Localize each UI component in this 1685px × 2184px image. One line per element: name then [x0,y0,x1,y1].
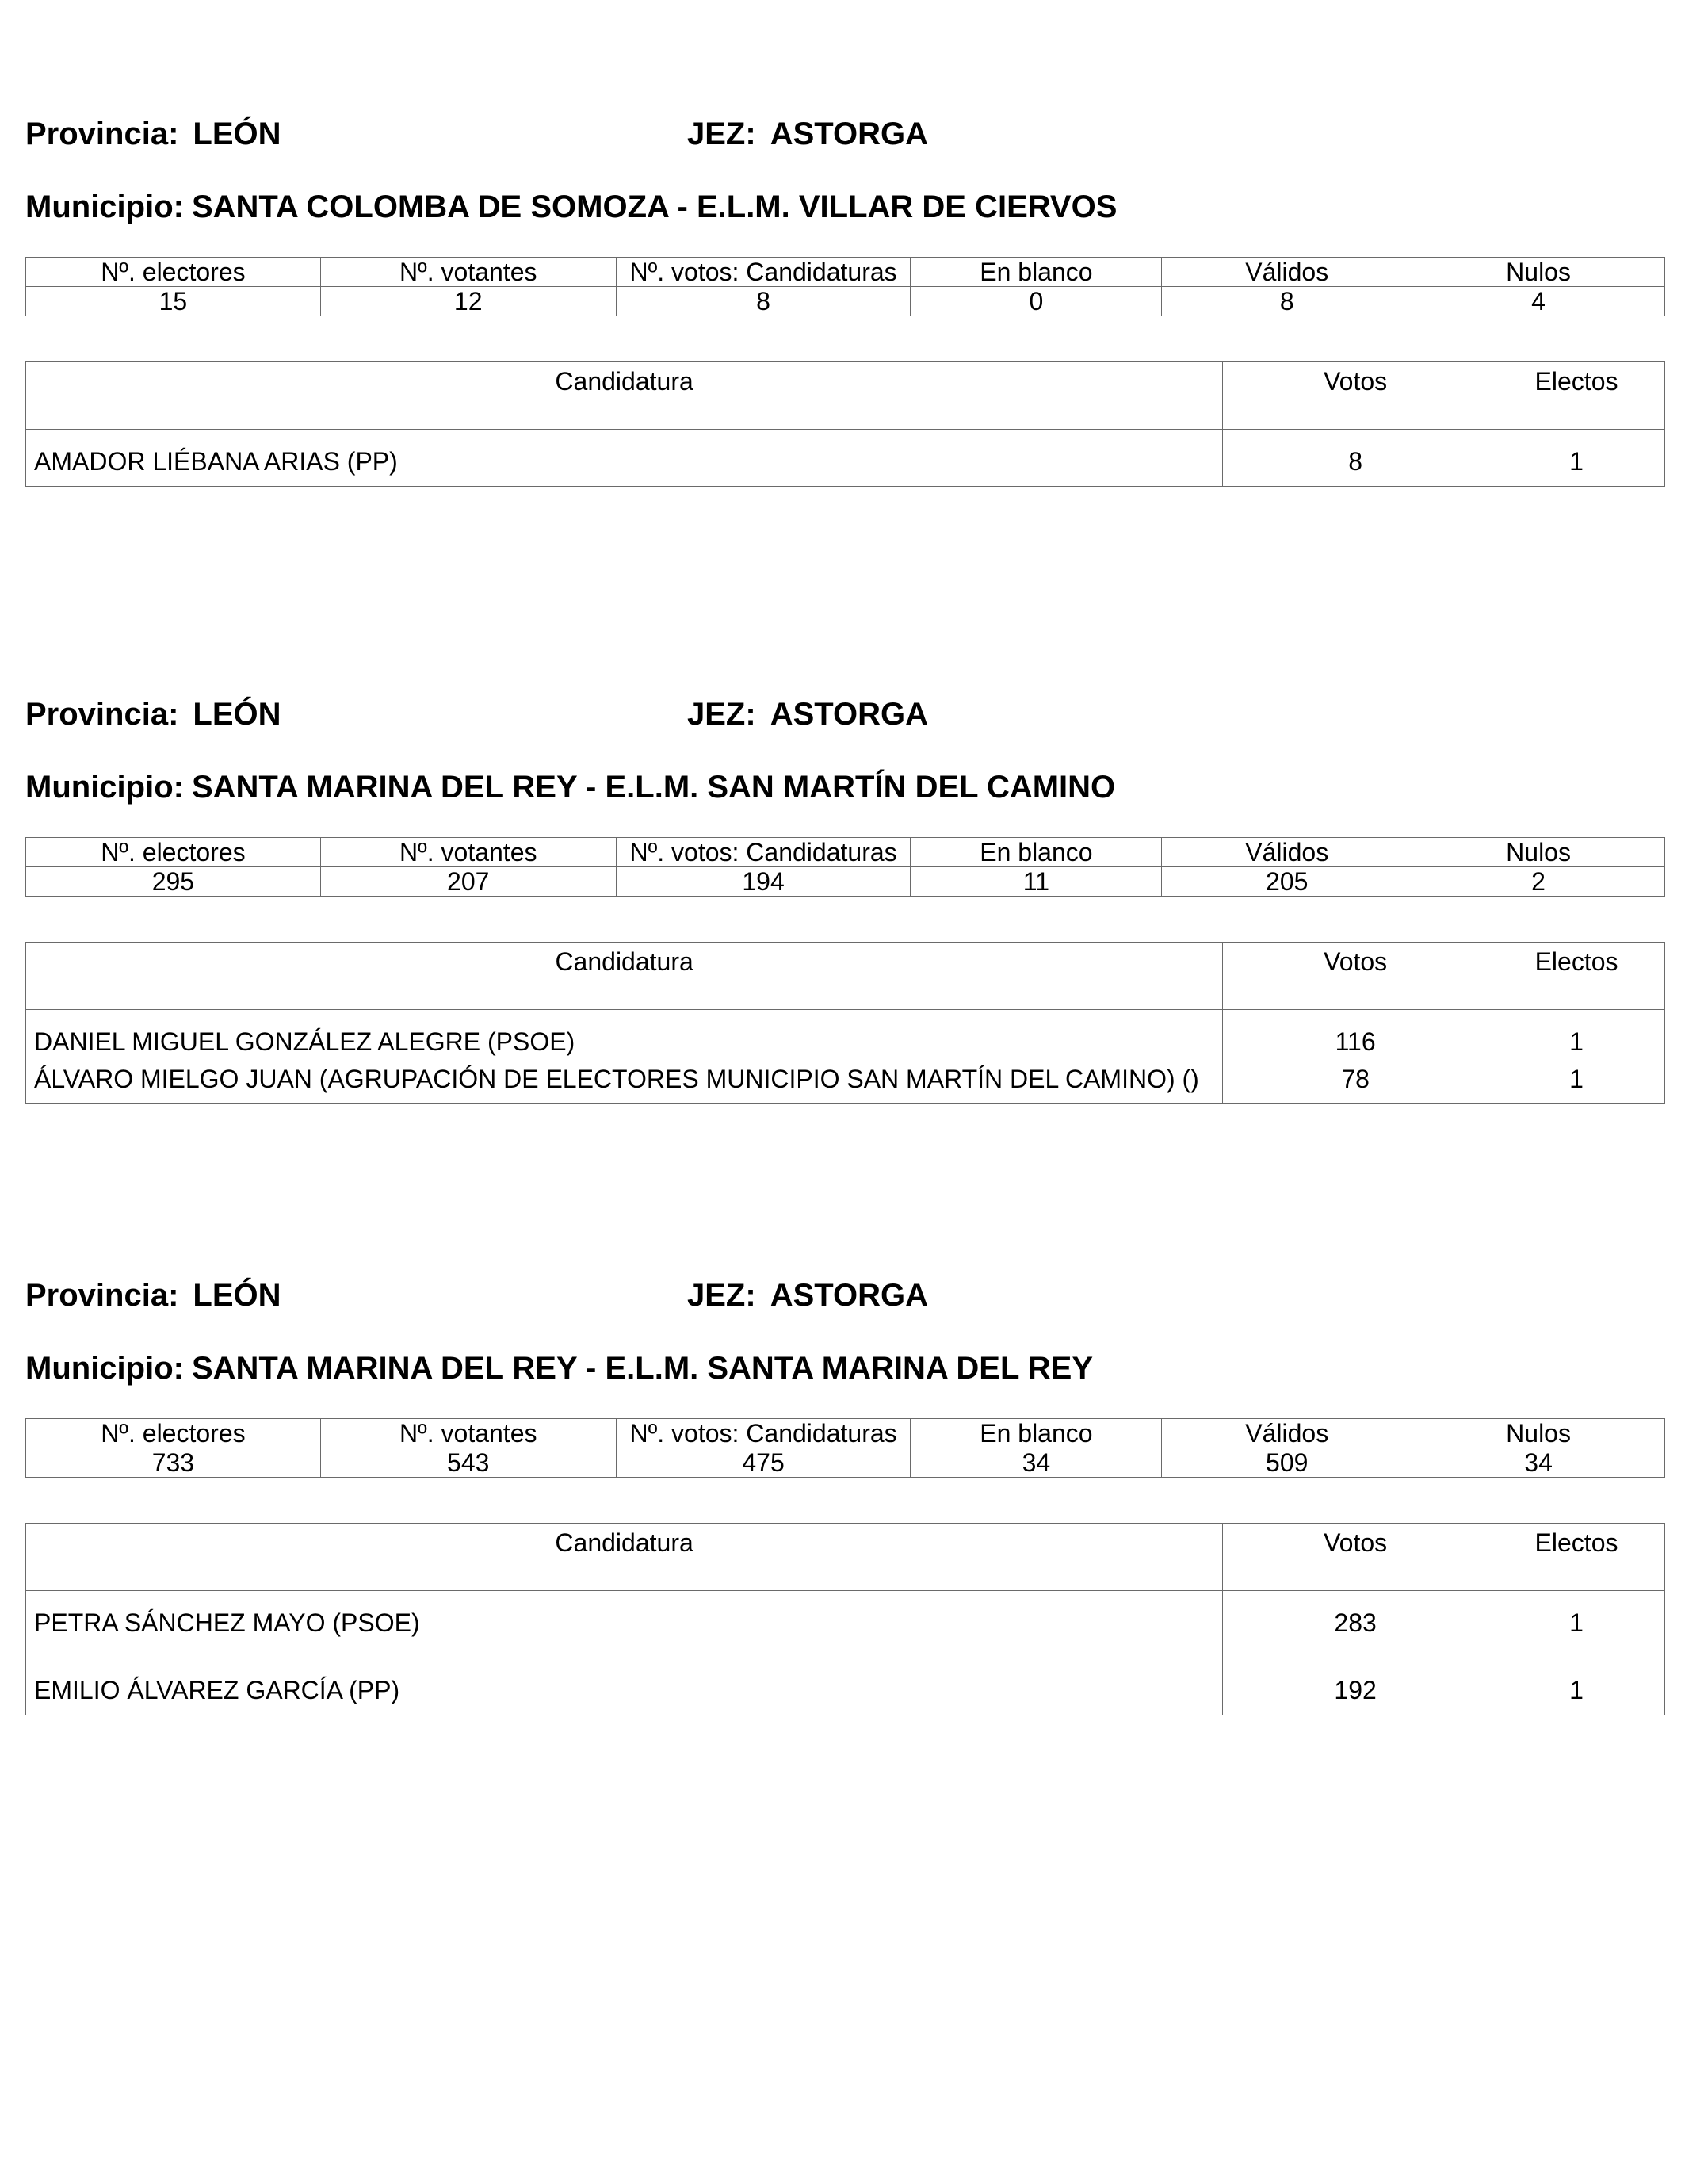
stats-header-votos-candidaturas: Nº. votos: Candidaturas [616,1419,911,1448]
municipio-label: Municipio: [25,189,184,224]
stats-header-electores: Nº. electores [26,258,321,287]
candidate-row [26,1010,1665,1058]
jez-label: JEZ: [687,697,756,732]
stats-value-nulos: 4 [1412,287,1665,316]
candidate-row [26,430,1665,487]
electos-header: Electos [1488,943,1665,1010]
stats-value-row [26,867,1665,897]
stats-value-electores: 733 [26,1448,321,1478]
stats-value-electores: 15 [26,287,321,316]
candidates-header-row [26,1524,1665,1591]
stats-value-nulos: 34 [1412,1448,1665,1478]
stats-header-nulos: Nulos [1412,1419,1665,1448]
candidatura-header: Candidatura [26,362,1223,430]
provincia-line [25,1276,281,1314]
candidates-header-row [26,943,1665,1010]
provincia-line [25,115,281,153]
electos-header: Electos [1488,1524,1665,1591]
candidate-name: EMILIO ÁLVAREZ GARCÍA (PP) [26,1638,1223,1715]
stats-header-row [26,838,1665,867]
stats-table [25,257,1665,316]
municipio-line [25,768,1115,806]
stats-value-validos: 8 [1162,287,1412,316]
candidate-electos: 1 [1488,1010,1665,1058]
stats-value-validos: 205 [1162,867,1412,897]
provincia-label: Provincia: [25,697,179,732]
jez-value: ASTORGA [770,1278,928,1313]
municipio-value: SANTA MARINA DEL REY - E.L.M. SANTA MARINA DEL REY [191,1351,1094,1386]
candidates-header-row [26,362,1665,430]
votos-header: Votos [1223,1524,1488,1591]
candidates-table [25,361,1665,487]
stats-header-nulos: Nulos [1412,838,1665,867]
municipio-label: Municipio: [25,770,184,805]
municipio-value: SANTA COLOMBA DE SOMOZA - E.L.M. VILLAR DE CIERVOS [191,189,1118,224]
stats-value-en-blanco: 34 [911,1448,1162,1478]
stats-header-votantes: Nº. votantes [320,1419,616,1448]
candidate-name: ÁLVARO MIELGO JUAN (AGRUPACIÓN DE ELECTORES MUNICIPIO SAN MARTÍN DEL CAMINO) () [26,1057,1223,1104]
candidate-name: AMADOR LIÉBANA ARIAS (PP) [26,430,1223,487]
candidatura-header: Candidatura [26,943,1223,1010]
candidate-name: PETRA SÁNCHEZ MAYO (PSOE) [26,1591,1223,1639]
provincia-label: Provincia: [25,1278,179,1313]
stats-header-nulos: Nulos [1412,258,1665,287]
municipio-value: SANTA MARINA DEL REY - E.L.M. SAN MARTÍN DEL CAMINO [191,770,1116,805]
stats-header-en-blanco: En blanco [911,838,1162,867]
candidate-electos: 1 [1488,1638,1665,1715]
stats-value-row [26,1448,1665,1478]
stats-value-votos-candidaturas: 194 [616,867,911,897]
stats-value-votantes: 207 [320,867,616,897]
stats-header-electores: Nº. electores [26,1419,321,1448]
candidates-table [25,1523,1665,1715]
candidates-table [25,942,1665,1104]
stats-value-en-blanco: 11 [911,867,1162,897]
electos-header: Electos [1488,362,1665,430]
candidate-row [26,1638,1665,1715]
candidatura-header: Candidatura [26,1524,1223,1591]
stats-value-en-blanco: 0 [911,287,1162,316]
stats-header-votantes: Nº. votantes [320,838,616,867]
jez-label: JEZ: [687,1278,756,1313]
jez-line [687,1276,928,1314]
jez-value: ASTORGA [770,697,928,732]
candidate-name: DANIEL MIGUEL GONZÁLEZ ALEGRE (PSOE) [26,1010,1223,1058]
stats-header-validos: Válidos [1162,1419,1412,1448]
jez-line [687,115,928,153]
votos-header: Votos [1223,943,1488,1010]
candidate-votos: 192 [1223,1638,1488,1715]
municipio-label: Municipio: [25,1351,184,1386]
candidate-votos: 8 [1223,430,1488,487]
stats-header-validos: Válidos [1162,258,1412,287]
provincia-value: LEÓN [193,1278,281,1313]
candidate-votos: 283 [1223,1591,1488,1639]
stats-value-votantes: 543 [320,1448,616,1478]
candidate-row [26,1591,1665,1639]
stats-value-validos: 509 [1162,1448,1412,1478]
provincia-label: Provincia: [25,117,179,151]
candidate-row [26,1057,1665,1104]
stats-table [25,1418,1665,1478]
stats-value-votos-candidaturas: 8 [616,287,911,316]
stats-header-electores: Nº. electores [26,838,321,867]
candidate-votos: 116 [1223,1010,1488,1058]
stats-value-nulos: 2 [1412,867,1665,897]
candidate-electos: 1 [1488,430,1665,487]
stats-value-votantes: 12 [320,287,616,316]
stats-header-votos-candidaturas: Nº. votos: Candidaturas [616,838,911,867]
jez-label: JEZ: [687,117,756,151]
candidate-electos: 1 [1488,1591,1665,1639]
provincia-value: LEÓN [193,697,281,732]
stats-value-votos-candidaturas: 475 [616,1448,911,1478]
stats-header-votantes: Nº. votantes [320,258,616,287]
stats-header-en-blanco: En blanco [911,1419,1162,1448]
stats-table [25,837,1665,897]
municipio-line [25,1349,1093,1387]
stats-value-electores: 295 [26,867,321,897]
stats-header-row [26,258,1665,287]
stats-header-row [26,1419,1665,1448]
candidate-votos: 78 [1223,1057,1488,1104]
municipio-line [25,188,1117,226]
jez-value: ASTORGA [770,117,928,151]
votos-header: Votos [1223,362,1488,430]
stats-header-votos-candidaturas: Nº. votos: Candidaturas [616,258,911,287]
candidate-electos: 1 [1488,1057,1665,1104]
provincia-line [25,695,281,733]
stats-header-validos: Válidos [1162,838,1412,867]
jez-line [687,695,928,733]
stats-value-row [26,287,1665,316]
provincia-value: LEÓN [193,117,281,151]
stats-header-en-blanco: En blanco [911,258,1162,287]
